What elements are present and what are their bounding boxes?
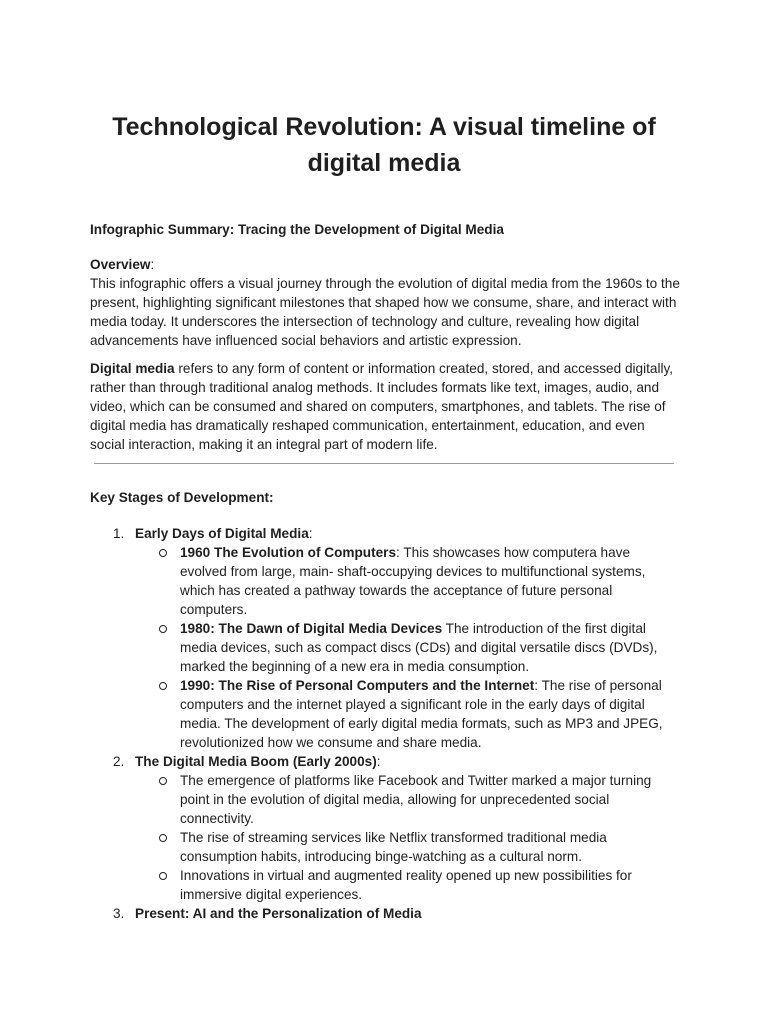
overview-heading: Overview [90, 257, 151, 272]
stage-number: 1. [113, 526, 125, 541]
milestone-text: : The rise of personal computers and the internet played a significant role in the early days of digital media. The development of early digital media formats, such as MP3 and JPEG, revolutionized how we consume and share media. [180, 678, 663, 750]
overview-paragraph: This infographic offers a visual journey through the evolution of digital media from the 1960s to the present, highlighting significant milestones that shaped how we consume, share, and interact with media today. It underscores the intersection of technology and culture, revealing how digital advancements have influenced social behaviors and artistic expression. [90, 276, 680, 348]
hollow-bullet-icon [159, 625, 167, 633]
hollow-bullet-icon [159, 549, 167, 557]
stage-sublist [135, 771, 680, 904]
list-item [135, 771, 680, 828]
milestone-text: The rise of streaming services like Netflix transformed traditional media consumption habits, introducing binge-watching as a cultural norm. [180, 830, 607, 864]
document-body [90, 220, 680, 923]
hollow-bullet-icon [159, 682, 167, 690]
milestone-title: 1990: The Rise of Personal Computers and the Internet [180, 678, 535, 693]
hollow-bullet-icon [159, 872, 167, 880]
stage-title-suffix: : [376, 754, 381, 769]
stage-number: 2. [113, 754, 125, 769]
overview-heading-suffix: : [150, 257, 155, 272]
definition-paragraph [90, 359, 680, 454]
stage-title-suffix: : [308, 526, 313, 541]
definition-text: refers to any form of content or information created, stored, and accessed digitally, rather than through traditional analog methods. It includes formats like text, images, audio, and video, which can be consumed and shared on computers, smartphones, and tablets. The rise of digital media has dramatically reshaped communication, entertainment, education, and even social interaction, making it an integral part of modern life. [90, 361, 674, 452]
milestone-title: 1980: The Dawn of Digital Media Devices [180, 621, 443, 636]
hollow-bullet-icon [159, 834, 167, 842]
milestone-text: The introduction of the first digital media devices, such as compact discs (CDs) and digital versatile discs (DVDs), marked the beginning of a new era in media consumption. [180, 621, 658, 674]
stage-item [90, 524, 680, 752]
list-item [135, 828, 680, 866]
stage-item [90, 752, 680, 904]
list-item [135, 676, 680, 752]
list-item [135, 543, 680, 619]
stage-title: Present: AI and the Personalization of Media [135, 906, 422, 921]
hollow-bullet-icon [159, 777, 167, 785]
stages-list [90, 524, 680, 923]
stage-title: Early Days of Digital Media [135, 526, 309, 541]
milestone-text: The emergence of platforms like Facebook and Twitter marked a major turning point in the evolution of digital media, allowing for unprecedented social connectivity. [180, 773, 652, 826]
horizontal-divider [94, 463, 674, 464]
stage-sublist [135, 543, 680, 752]
milestone-text: Innovations in virtual and augmented reality opened up new possibilities for immersive digital experiences. [180, 868, 632, 902]
stage-number: 3. [113, 906, 125, 921]
milestone-title: 1960 The Evolution of Computers [180, 545, 397, 560]
infographic-subtitle: Infographic Summary: Tracing the Development of Digital Media [90, 222, 504, 237]
list-item [135, 619, 680, 676]
key-stages-heading: Key Stages of Development: [90, 490, 274, 505]
definition-term: Digital media [90, 361, 175, 376]
stage-item [90, 904, 680, 923]
milestone-text: : This showcases how computera have evolved from large, main- shaft-occupying devices to multifunctional systems, which has created a pathway towards the acceptance of future personal computers. [180, 545, 646, 617]
list-item [135, 866, 680, 904]
page-title: Technological Revolution: A visual timeline of digital media [112, 113, 656, 177]
stage-title: The Digital Media Boom (Early 2000s) [135, 754, 377, 769]
overview-heading-line [90, 255, 680, 274]
